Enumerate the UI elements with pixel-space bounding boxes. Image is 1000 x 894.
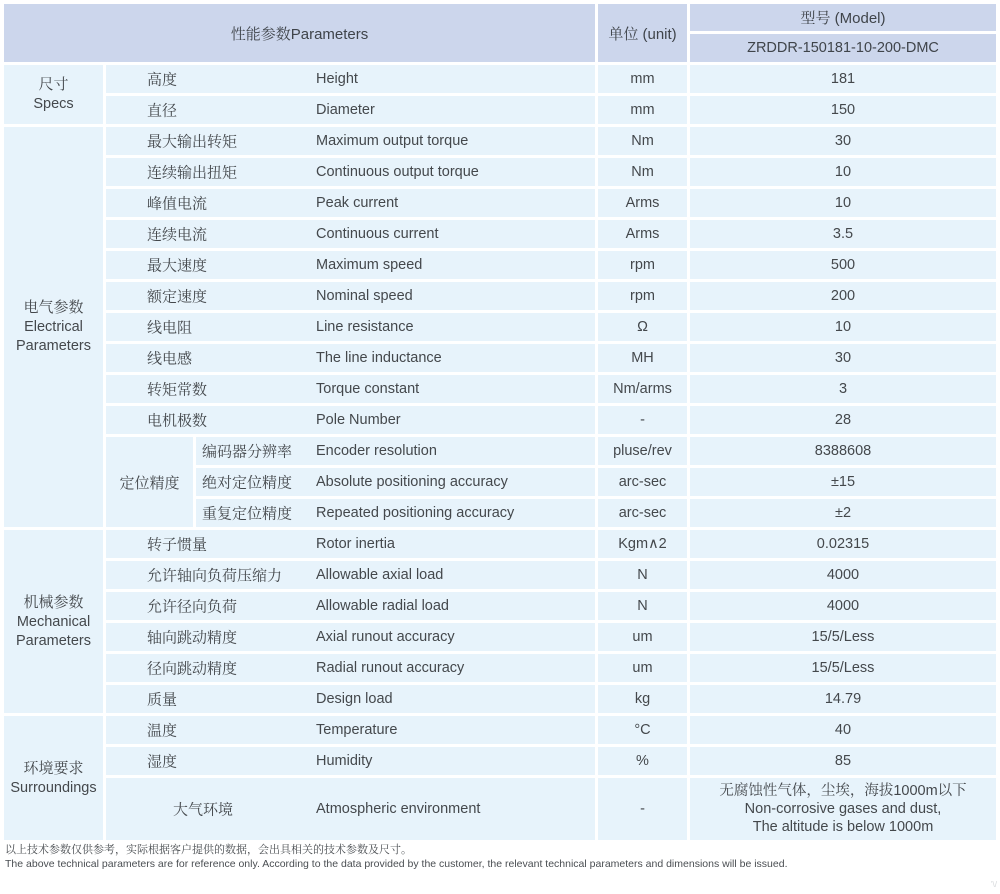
param-name-en: Radial runout accuracy (316, 660, 465, 676)
value-cell (690, 344, 996, 372)
group-2 (4, 530, 996, 713)
group-rows (106, 716, 996, 840)
param-name-cn: 重复定位精度 (202, 505, 293, 523)
unit-cell: Kgm∧2 (598, 530, 687, 558)
value-cell (690, 127, 996, 155)
value-cell (690, 654, 996, 682)
value-cell (690, 623, 996, 651)
param-name-cell (106, 158, 595, 186)
spec-row (106, 747, 996, 775)
value-cell (690, 282, 996, 310)
unit-cell: N (598, 592, 687, 620)
value-cell (690, 592, 996, 620)
model-header (690, 4, 996, 62)
unit-cell: - (598, 778, 687, 840)
param-name-cell (196, 468, 595, 496)
spec-row (106, 778, 996, 840)
param-name-cn: 绝对定位精度 (202, 474, 293, 492)
param-name-en: Torque constant (316, 381, 420, 397)
param-name-cell (106, 685, 595, 713)
value-cell (690, 313, 996, 341)
spec-row (106, 158, 996, 186)
param-name-en: Encoder resolution (316, 443, 437, 459)
param-name-en: Design load (316, 691, 393, 707)
param-name-en: Pole Number (316, 412, 401, 428)
spec-row (106, 251, 996, 279)
spec-row (196, 499, 996, 527)
group-label-line: Mechanical (16, 613, 91, 630)
param-name-en: Nominal speed (316, 288, 413, 304)
value-cell (690, 406, 996, 434)
value-cell (690, 375, 996, 403)
param-name-en: Height (316, 71, 358, 87)
param-name-en: Axial runout accuracy (316, 629, 455, 645)
param-name-en: Continuous output torque (316, 164, 479, 180)
table-header (4, 4, 996, 62)
param-name-cell (106, 716, 595, 744)
value-line: 3.5 (832, 226, 854, 242)
group-label-line: 机械参数 (23, 593, 84, 611)
param-name-cn: 湿度 (147, 753, 178, 771)
value-cell (690, 561, 996, 589)
param-name-en: Peak current (316, 195, 399, 211)
param-name-cell (106, 127, 595, 155)
param-name-cn: 直径 (147, 102, 178, 120)
param-name-cell (106, 747, 595, 775)
spec-row (106, 716, 996, 744)
param-name-cn: 高度 (147, 71, 178, 89)
group-label-line: Electrical (24, 319, 83, 335)
group-label-line: 尺寸 (38, 76, 69, 93)
group-label-line: Parameters (16, 338, 91, 354)
group-label (4, 65, 103, 124)
param-name-cn: 线电感 (147, 350, 193, 368)
param-name-cell (106, 189, 595, 217)
value-line: 14.79 (824, 691, 862, 707)
value-line: 无腐蚀性气体，尘埃，海拔1000m以下 (719, 783, 967, 799)
param-name-cn: 大气环境 (173, 801, 234, 819)
spec-row (196, 468, 996, 496)
value-cell (690, 437, 996, 465)
group-label-line: Surroundings (10, 779, 97, 796)
unit-cell: kg (598, 685, 687, 713)
spec-row (106, 375, 996, 403)
unit-cell: Nm (598, 158, 687, 186)
unit-cell: Nm (598, 127, 687, 155)
value-cell (690, 716, 996, 744)
param-name-en: Diameter (316, 102, 375, 118)
value-cell (690, 685, 996, 713)
spec-row (106, 313, 996, 341)
value-line: 150 (830, 102, 856, 118)
param-name-cell (106, 282, 595, 310)
param-name-cell (106, 592, 595, 620)
unit-cell: Ω (598, 313, 687, 341)
group-label-line: Parameters (16, 632, 91, 649)
unit-cell: - (598, 406, 687, 434)
subgroup-label: 定位精度 (106, 437, 193, 527)
param-name-en: Line resistance (316, 319, 414, 335)
value-line: 4000 (826, 567, 860, 583)
value-cell (690, 747, 996, 775)
param-name-cn: 转子惯量 (147, 536, 208, 554)
param-name-en: Absolute positioning accuracy (316, 474, 508, 490)
param-name-en: Continuous current (316, 226, 439, 242)
group-label-line: 电气参数 (23, 299, 84, 316)
group-label (4, 716, 103, 840)
spec-row (106, 654, 996, 682)
param-name-en: Allowable radial load (316, 598, 449, 614)
unit-cell: N (598, 561, 687, 589)
value-line: 28 (834, 412, 852, 428)
unit-cell: Nm/arms (598, 375, 687, 403)
param-name-cn: 线电阻 (147, 319, 193, 337)
param-name-en: Repeated positioning accuracy (316, 505, 515, 521)
param-name-cn: 转矩常数 (147, 381, 208, 399)
model-label: 型号 (Model) (690, 4, 996, 31)
param-name-cell (106, 96, 595, 124)
param-name-cn: 编码器分辨率 (202, 443, 293, 461)
footnotes (5, 843, 788, 871)
value-line: 181 (830, 71, 856, 87)
unit-cell: um (598, 654, 687, 682)
value-line: 30 (834, 133, 852, 149)
value-line: 4000 (826, 598, 860, 614)
unit-cell: °C (598, 716, 687, 744)
param-name-en: Maximum speed (316, 257, 423, 273)
value-cell (690, 468, 996, 496)
unit-cell: mm (598, 96, 687, 124)
group-0 (4, 65, 996, 124)
spec-row (196, 437, 996, 465)
param-name-en: Atmospheric environment (316, 801, 481, 817)
group-label (4, 127, 103, 527)
param-name-cell (106, 406, 595, 434)
footnote-en: The above technical parameters are for reference only. According to the data provided by the customer, the relevant technical parameters and dimensions will be issued. (5, 858, 788, 870)
value-line: 40 (834, 722, 852, 738)
value-line: 15/5/Less (811, 660, 875, 676)
unit-cell: MH (598, 344, 687, 372)
value-cell (690, 96, 996, 124)
spec-row (106, 623, 996, 651)
value-cell (690, 158, 996, 186)
param-name-cn: 最大速度 (147, 257, 208, 275)
group-rows (106, 127, 996, 527)
value-line: 15/5/Less (811, 629, 875, 645)
group-rows (106, 530, 996, 713)
unit-cell: arc-sec (598, 468, 687, 496)
param-name-en: Maximum output torque (316, 133, 469, 149)
param-name-cn: 连续电流 (147, 226, 208, 244)
unit-header: 单位 (unit) (598, 4, 687, 62)
group-label (4, 530, 103, 713)
param-name-cell (106, 251, 595, 279)
unit-cell: Arms (598, 189, 687, 217)
param-name-cell (106, 654, 595, 682)
param-name-cell (106, 623, 595, 651)
spec-row (106, 685, 996, 713)
param-name-cell (106, 375, 595, 403)
unit-cell: um (598, 623, 687, 651)
value-cell (690, 499, 996, 527)
unit-cell: % (598, 747, 687, 775)
value-line: Non-corrosive gases and dust, (744, 801, 942, 817)
group-rows (106, 65, 996, 124)
value-line: The altitude is below 1000m (752, 819, 934, 835)
value-line: 8388608 (814, 443, 872, 459)
param-name-cell (106, 344, 595, 372)
spec-row (106, 530, 996, 558)
param-name-cn: 允许轴向负荷压缩力 (147, 567, 283, 585)
value-cell (690, 65, 996, 93)
param-name-cn: 电机极数 (147, 412, 208, 430)
param-name-cell (106, 313, 595, 341)
param-name-cell (196, 437, 595, 465)
subgroup (106, 437, 996, 527)
spec-row (106, 592, 996, 620)
group-3 (4, 716, 996, 840)
spec-row (106, 406, 996, 434)
value-line: 3 (838, 381, 848, 397)
unit-cell: mm (598, 65, 687, 93)
value-cell (690, 189, 996, 217)
spec-row (106, 220, 996, 248)
param-name-en: Rotor inertia (316, 536, 395, 552)
param-name-cn: 额定速度 (147, 288, 208, 306)
param-name-cn: 允许径向负荷 (147, 598, 238, 616)
unit-cell: rpm (598, 251, 687, 279)
param-name-cell (106, 778, 595, 840)
unit-cell: rpm (598, 282, 687, 310)
value-line: ±15 (830, 474, 856, 490)
value-line: 10 (834, 319, 852, 335)
param-name-cn: 峰值电流 (147, 195, 208, 213)
value-line: 0.02315 (816, 536, 870, 552)
params-header: 性能参数Parameters (4, 4, 595, 62)
param-name-cn: 温度 (147, 722, 178, 740)
param-name-cn: 连续输出扭矩 (147, 164, 238, 182)
spec-row (106, 127, 996, 155)
param-name-cn: 径向跳动精度 (147, 660, 238, 678)
spec-table (4, 4, 996, 840)
subgroup-rows (196, 437, 996, 527)
spec-row (106, 561, 996, 589)
param-name-en: Temperature (316, 722, 398, 738)
param-name-en: Allowable axial load (316, 567, 444, 583)
param-name-cell (106, 561, 595, 589)
spec-row (106, 282, 996, 310)
unit-cell: pluse/rev (598, 437, 687, 465)
value-line: 85 (834, 753, 852, 769)
value-cell (690, 530, 996, 558)
param-name-en: Humidity (316, 753, 373, 769)
param-name-cell (106, 65, 595, 93)
value-line: 10 (834, 195, 852, 211)
spec-row (106, 344, 996, 372)
value-cell (690, 778, 996, 840)
param-name-en: The line inductance (316, 350, 442, 366)
value-line: 200 (830, 288, 856, 304)
value-cell (690, 251, 996, 279)
group-1 (4, 127, 996, 527)
footnote-cn: 以上技术参数仅供参考，实际根据客户提供的数据，会出具相关的技术参数及尺寸。 (5, 844, 412, 856)
group-label-line: Specs (33, 96, 74, 112)
param-name-cn: 最大输出转矩 (147, 133, 238, 151)
value-line: 30 (834, 350, 852, 366)
unit-cell: arc-sec (598, 499, 687, 527)
scan-artifact: '\/ (991, 880, 997, 889)
table-body (4, 65, 996, 840)
value-line: 500 (830, 257, 856, 273)
spec-row (106, 65, 996, 93)
param-name-cell (106, 220, 595, 248)
spec-row (106, 96, 996, 124)
param-name-cell (196, 499, 595, 527)
param-name-cell (106, 530, 595, 558)
unit-cell: Arms (598, 220, 687, 248)
spec-row (106, 189, 996, 217)
value-line: ±2 (834, 505, 852, 521)
param-name-cn: 轴向跳动精度 (147, 629, 238, 647)
value-line: 10 (834, 164, 852, 180)
group-label-line: 环境要求 (23, 759, 84, 777)
value-cell (690, 220, 996, 248)
model-name: ZRDDR-150181-10-200-DMC (690, 34, 996, 62)
param-name-cn: 质量 (147, 691, 178, 709)
